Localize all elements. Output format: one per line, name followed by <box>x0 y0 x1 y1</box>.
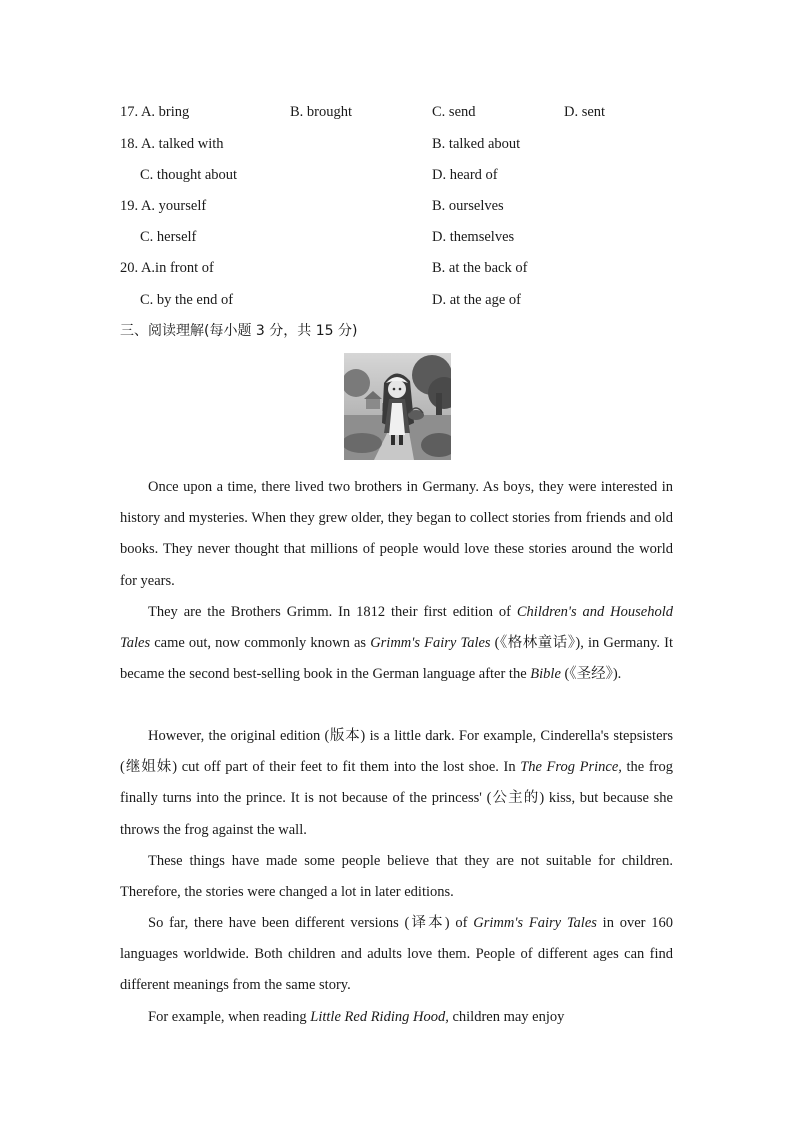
option-d: D. themselves <box>432 229 515 245</box>
option-a: A. bring <box>140 104 190 120</box>
passage-paragraph-2 <box>120 597 673 691</box>
paragraph-text: They are the Brothers Grimm. In 1812 their first edition of <box>148 604 517 620</box>
passage-paragraph-4 <box>120 846 673 908</box>
option-a: A.in front of <box>140 260 214 276</box>
paragraph-text: However, the original edition (版本) is a little dark. For example, Cinderella's stepsisters (继姐妹) cut off part of their feet to fit them into the lost shoe. In <box>120 728 673 776</box>
question-19 <box>120 197 206 215</box>
option-d: D. heard of <box>432 167 498 183</box>
option-c: C. by the end of <box>140 292 234 308</box>
story-title: The Frog Prince, <box>520 759 622 776</box>
question-number: 18. <box>120 136 139 152</box>
option-b: B. talked about <box>432 136 521 152</box>
question-number: 20. <box>120 260 139 276</box>
option-c: C. herself <box>140 229 197 245</box>
paragraph-text: in over 160 languages worldwide. Both children and adults love them. People of different ages can find different meanings from the same story. <box>120 915 674 994</box>
option-a: A. yourself <box>140 198 207 214</box>
option-a: A. talked with <box>140 136 224 152</box>
paragraph-text: So far, there have been different versions (译本) of <box>148 915 474 931</box>
option-d: D. sent <box>564 104 606 120</box>
paragraph-text: the frog finally turns into the prince. It is not because of the princess' (公主的) kiss, but because she throws the frog against the wall. <box>120 759 673 838</box>
question-17 <box>120 103 189 121</box>
option-b: B. at the back of <box>432 260 528 276</box>
option-c: C. send <box>432 104 476 120</box>
paragraph-text: children may enjoy <box>448 1009 565 1025</box>
paragraph-text: (《圣经》). <box>560 666 622 683</box>
option-b: B. ourselves <box>432 198 504 214</box>
question-18 <box>120 135 224 153</box>
book-title: Grimm's Fairy Tales <box>473 915 597 931</box>
paragraph-text: Once upon a time, there lived two brothers in Germany. As boys, they were interested in history and mysteries. When they grew older, they began to collect stories from friends and old books. They never thought that millions of people would love these stories around the world for years. <box>120 479 673 589</box>
paragraph-text: came out, now commonly known as <box>150 635 371 652</box>
question-number: 17. <box>120 104 139 120</box>
option-b: B. brought <box>290 104 353 120</box>
question-20 <box>120 259 214 277</box>
paragraph-text: For example, when reading <box>148 1009 311 1025</box>
book-title: Grimm's Fairy Tales <box>370 635 491 652</box>
section-title: 三、阅读理解(每小题 3 分，共 15 分) <box>120 323 358 339</box>
book-title: Children's and Household Tales <box>120 604 674 652</box>
book-title: Bible <box>530 666 561 683</box>
passage-paragraph-1 <box>120 472 673 597</box>
illustration-image <box>344 353 451 460</box>
passage-paragraph-5 <box>120 908 673 1002</box>
story-title: Little Red Riding Hood, <box>310 1009 449 1025</box>
question-number: 19. <box>120 198 139 214</box>
passage-paragraph-6 <box>120 1002 673 1033</box>
passage-paragraph-3 <box>120 721 673 846</box>
option-d: D. at the age of <box>432 292 521 308</box>
paragraph-text: (《格林童话》), in Germany. It became the second best-selling book in the German language after the <box>120 635 673 683</box>
option-c: C. thought about <box>140 167 238 183</box>
paragraph-text: These things have made some people believe that they are not suitable for children. Therefore, the stories were changed a lot in later editions. <box>120 853 673 901</box>
